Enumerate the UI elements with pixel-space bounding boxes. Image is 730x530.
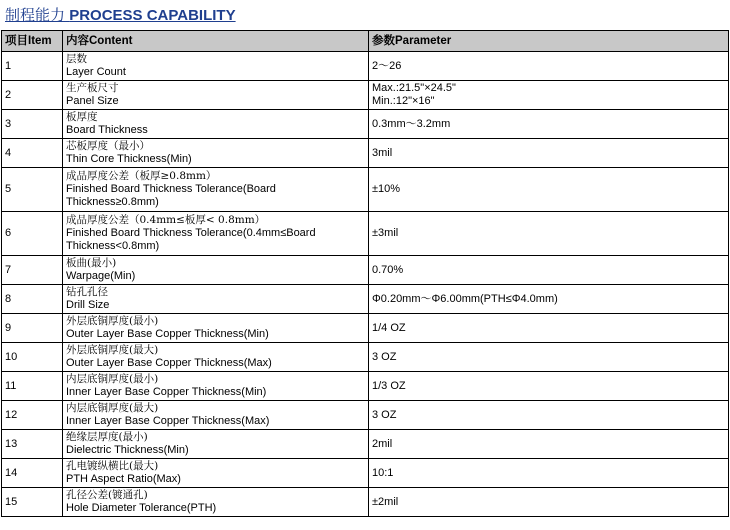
parameter-value: 2～26 <box>369 52 729 81</box>
table-row <box>2 430 729 459</box>
header-item: 项目Item <box>2 31 63 52</box>
content-cn: 内层底铜厚度(最小) <box>66 373 159 385</box>
table-row <box>2 52 729 81</box>
page-title <box>5 5 236 25</box>
parameter-value: ±2mil <box>369 488 729 517</box>
parameter-value: Max.:21.5"×24.5" Min.:12"×16" <box>369 81 729 110</box>
content-cell <box>63 459 369 488</box>
content-cn: 芯板厚度（最小） <box>66 140 150 152</box>
content-cell <box>63 139 369 168</box>
table-row <box>2 459 729 488</box>
item-number: 1 <box>2 52 63 81</box>
content-en: Hole Diameter Tolerance(PTH) <box>66 502 217 514</box>
parameter-value: 0.3mm～3.2mm <box>369 110 729 139</box>
table-row <box>2 372 729 401</box>
item-number: 3 <box>2 110 63 139</box>
content-en: Layer Count <box>66 66 126 78</box>
content-cell <box>63 81 369 110</box>
item-number: 11 <box>2 372 63 401</box>
item-number: 13 <box>2 430 63 459</box>
content-en: Finished Board Thickness Tolerance(0.4mm≤Board Thickness<0.8mm) <box>66 227 316 252</box>
content-en: PTH Aspect Ratio(Max) <box>66 473 181 485</box>
content-cell <box>63 430 369 459</box>
table-row <box>2 139 729 168</box>
table-row <box>2 110 729 139</box>
item-number: 8 <box>2 285 63 314</box>
content-en: Warpage(Min) <box>66 270 136 282</box>
table-row <box>2 212 729 256</box>
table-row <box>2 256 729 285</box>
content-cell <box>63 372 369 401</box>
content-cn: 钻孔孔径 <box>66 286 108 298</box>
parameter-value: ±10% <box>369 168 729 212</box>
parameter-value: ±3mil <box>369 212 729 256</box>
content-cn: 外层底铜厚度(最大) <box>66 344 159 356</box>
content-cn: 生产板尺寸 <box>66 82 119 94</box>
content-en: Outer Layer Base Copper Thickness(Max) <box>66 357 272 369</box>
title-cn: 制程能力 <box>5 6 66 24</box>
parameter-value: 3 OZ <box>369 343 729 372</box>
table-body <box>2 52 729 517</box>
content-en: Outer Layer Base Copper Thickness(Min) <box>66 328 269 340</box>
content-en: Thin Core Thickness(Min) <box>66 153 192 165</box>
item-number: 5 <box>2 168 63 212</box>
table-row <box>2 401 729 430</box>
item-number: 10 <box>2 343 63 372</box>
process-capability-table <box>1 30 729 517</box>
content-en: Board Thickness <box>66 124 148 136</box>
content-cell <box>63 168 369 212</box>
content-cell <box>63 256 369 285</box>
content-cn: 板曲(最小) <box>66 257 117 269</box>
parameter-value: Φ0.20mm～Φ6.00mm(PTH≤Φ4.0mm) <box>369 285 729 314</box>
table-row <box>2 81 729 110</box>
item-number: 6 <box>2 212 63 256</box>
table-row <box>2 314 729 343</box>
content-cell <box>63 488 369 517</box>
table-row <box>2 285 729 314</box>
content-cn: 层数 <box>66 53 87 65</box>
item-number: 4 <box>2 139 63 168</box>
content-cn: 成品厚度公差（板厚≥0.8mm） <box>66 170 217 182</box>
content-cn: 板厚度 <box>66 111 98 123</box>
parameter-value: 2mil <box>369 430 729 459</box>
content-cell <box>63 110 369 139</box>
content-en: Dielectric Thickness(Min) <box>66 444 189 456</box>
content-cell <box>63 401 369 430</box>
parameter-value: 1/3 OZ <box>369 372 729 401</box>
content-cn: 内层底铜厚度(最大) <box>66 402 159 414</box>
header-content: 内容Content <box>63 31 369 52</box>
parameter-value: 3 OZ <box>369 401 729 430</box>
parameter-value: 0.70% <box>369 256 729 285</box>
content-cn: 绝缘层厚度(最小) <box>66 431 148 443</box>
content-cell <box>63 343 369 372</box>
item-number: 7 <box>2 256 63 285</box>
content-cn: 孔径公差(镀通孔) <box>66 489 148 501</box>
item-number: 12 <box>2 401 63 430</box>
parameter-value: 10:1 <box>369 459 729 488</box>
content-cn: 孔电镀纵横比(最大) <box>66 460 159 472</box>
parameter-value: 3mil <box>369 139 729 168</box>
content-en: Inner Layer Base Copper Thickness(Min) <box>66 386 267 398</box>
parameter-value: 1/4 OZ <box>369 314 729 343</box>
content-cn: 外层底铜厚度(最小) <box>66 315 159 327</box>
item-number: 9 <box>2 314 63 343</box>
table-row <box>2 488 729 517</box>
content-cell <box>63 314 369 343</box>
content-en: Inner Layer Base Copper Thickness(Max) <box>66 415 270 427</box>
content-en: Finished Board Thickness Tolerance(Board Thickness≥0.8mm) <box>66 183 276 208</box>
content-en: Drill Size <box>66 299 110 311</box>
item-number: 14 <box>2 459 63 488</box>
table-header-row <box>2 31 729 52</box>
table-row <box>2 168 729 212</box>
content-cell <box>63 212 369 256</box>
item-number: 15 <box>2 488 63 517</box>
title-en: PROCESS CAPABILITY <box>69 7 236 24</box>
item-number: 2 <box>2 81 63 110</box>
header-parameter: 参数Parameter <box>369 31 729 52</box>
content-en: Panel Size <box>66 95 119 107</box>
table-row <box>2 343 729 372</box>
content-cell <box>63 52 369 81</box>
content-cell <box>63 285 369 314</box>
content-cn: 成品厚度公差（0.4mm≤板厚< 0.8mm） <box>66 214 266 226</box>
